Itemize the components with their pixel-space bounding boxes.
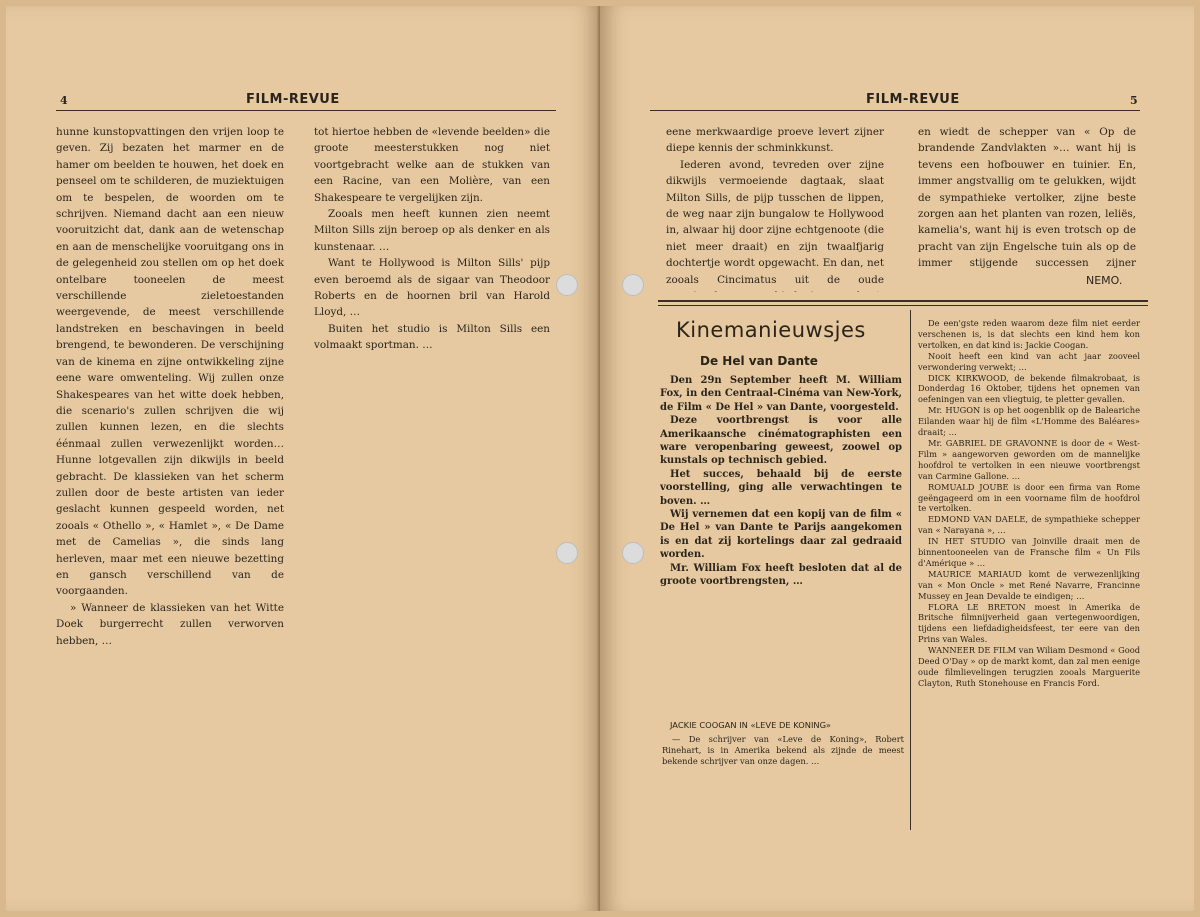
paragraph: eene merkwaardige proeve levert zijner diepe kennis der schminkkunst. — [666, 126, 884, 155]
news-item: Mr. GABRIEL DE GRAVONNE is door de « West-Film » aangeworven geworden om de mannelijke hoofdrol te vertolken in een nieuwe voortbrengst van Carmine Gallone. … — [918, 437, 1140, 481]
left-column-1 — [56, 124, 284, 859]
author-signature: NEMO. — [1086, 274, 1123, 287]
right-column-2 — [918, 124, 1136, 274]
news-item: WANNEER DE FILM van Wiliam Desmond « Good Deed O'Day » op de markt komt, dan zal men eenige oude filmlievelingen terugzien zooals Marguerite Clayton, Ruth Stonehouse en Francis Ford. — [918, 645, 1140, 688]
hel-van-dante-article — [660, 374, 902, 716]
running-title: FILM-REVUE — [866, 92, 960, 107]
paragraph: Zooals men heeft kunnen zien neemt Milton Sills zijn beroep op als denker en als kunstenaar. … — [314, 208, 550, 253]
news-item: DICK KIRKWOOD, de bekende filmakrobaat, is Donderdag 16 Oktober, tijdens het opnemen van oefeningen van een vliegtuig, te pletter gevallen. — [918, 372, 1140, 405]
section-title: Kinemanieuwsjes — [676, 318, 866, 342]
header-rule — [650, 110, 1140, 111]
paragraph: Iederen avond, tevreden over zijne dikwijls vermoeiende dagtaak, slaat Milton Sills, de pijp tusschen de lippen, de weg naar zijn bungalow te Hollywood in, alwaar hij door zijne echtgenoote (die niet meer draait) en zijn twaalfjarig dochtertje wordt opgewacht. En dan, net zooals Cincimatus uit de oude — [666, 158, 884, 286]
paragraph: Deze voortbrengst is voor alle Amerikaansche cinématographisten een ware veropenbaring geweest, zoowel op kunstals op technisch gebied. — [660, 415, 902, 467]
header-rule — [56, 110, 556, 111]
paragraph: Den 29n September heeft M. William Fox, in den Centraal-Cinéma van New-York, de Film « De Hel » van Dante, voorgesteld. — [660, 375, 902, 413]
left-page — [6, 6, 600, 911]
right-page — [600, 6, 1194, 911]
punch-hole — [622, 542, 644, 564]
left-column-2 — [314, 124, 550, 859]
paragraph: Buiten het studio is Milton Sills een volmaakt sportman. … — [314, 322, 550, 352]
page-number: 5 — [1130, 94, 1138, 107]
news-item: EDMOND VAN DAELE, de sympathieke schepper van « Narayana », … — [918, 514, 1140, 536]
paragraph: en wiedt de schepper van « Op de brandende Zandvlakten »… want hij is tevens een hofbouwer en tuinier. En, immer angstvallig om te gelukken, wijdt de sympathieke vertolker, zijne beste zorgen aan het planten van rozen, leliës, kamelia's, want hij is even trotsch op de pracht van zijn Engelsche tuin als op de immer stijgende successen zijner — [918, 126, 1136, 270]
paragraph: tot hiertoe hebben de «levende beelden» die groote meesterstukken nog niet voortgebracht welke aan de stukken van een Racine, van een Molière, van een Shakespeare te vergelijken zijn. — [314, 126, 550, 204]
running-title: FILM-REVUE — [246, 92, 340, 107]
section-subtitle: De Hel van Dante — [700, 354, 818, 368]
punch-hole — [622, 274, 644, 296]
section-rule — [658, 305, 1148, 306]
coogan-note — [662, 734, 904, 834]
news-item: FLORA LE BRETON moest in Amerika de Britsche filmnijverheid gaan vertegenwoordigen, tijdens een liefdadigheidsfeest, ter eere van den Prins van Wales. — [918, 601, 1140, 645]
note-heading: JACKIE COOGAN IN «LEVE DE KONING» — [670, 720, 831, 730]
paragraph: Wij vernemen dat een kopij van de film « De Hel » van Dante te Parijs aangekomen is en dat zij kortelings daar zal gedraaid worden. — [660, 509, 902, 561]
news-item: MAURICE MARIAUD komt de verwezenlijking van « Mon Oncle » met René Navarre, Francinne Mussey en Jean Devalde te eindigen; … — [918, 568, 1140, 601]
column-divider — [910, 310, 911, 830]
paragraph: » Wanneer de klassieken van het Witte Doek burgerrecht zullen verworven hebben, … — [56, 601, 284, 647]
news-item: IN HET STUDIO van Joinville draait men de binnentooneelen van de Fransche film « Un Fils d'Amérique » … — [918, 536, 1140, 568]
paragraph: — De schrijver van «Leve de Koning», Robert Rinehart, is in Amerika bekend als zijnde de meest bekende schrijver van onze dagen. … — [662, 734, 904, 766]
news-item: De een'gste reden waarom deze film niet eerder verschenen is, is dat slechts een kind hem kon vertolken, en dat kind is: Jackie Coogan. — [918, 318, 1140, 350]
page-number: 4 — [60, 94, 68, 107]
news-column — [918, 318, 1140, 838]
news-item: ROMUALD JOUBE is door een firma van Rome geëngageerd om in een voorname film de hoofdrol te vertolken. — [918, 481, 1140, 514]
punch-hole — [556, 274, 578, 296]
right-column-1 — [666, 124, 884, 292]
news-item: Mr. HUGON is op het oogenblik op de Baleariche Eilanden waar hij de film «L'Homme des Baléares» draait; … — [918, 405, 1140, 438]
section-rule — [658, 300, 1148, 302]
punch-hole — [556, 542, 578, 564]
paragraph: Het succes, behaald bij de eerste voorstelling, ging alle verwachtingen te boven. … — [660, 468, 902, 507]
paragraph: Mr. William Fox heeft besloten dat al de groote voortbrengsten, … — [660, 562, 902, 588]
news-item: Nooit heeft een kind van acht jaar zooveel verwondering verwekt; … — [918, 350, 1140, 372]
paragraph: Want te Hollywood is Milton Sills' pijp even beroemd als de sigaar van Theodoor Roberts en de hoornen bril van Harold Lloyd, … — [314, 257, 550, 319]
paragraph: hunne kunstopvattingen den vrijen loop te geven. Zij bezaten het marmer en de hamer om beelden te houwen, het doek en penseel om te schilderen, de muziektuigen om te bespelen, de woorden om te schrijven. Niemand dacht aan een nieuw vooruitzicht dat, dank aan de wetenschap en aan de menschelijke vooruitgang ons in de gelegenheid zou stellen om op het doek ontelbare tooneelen de meest verschillende zieletoestanden weergevende, de meest verschillende landstreken en beschavingen in beeld brengend, te bewonderen. De verschijning van de kinema en zijne ontwikkeling zijne eene ware omwenteling. Wij zullen onze Shakespeares van het witte doek hebben, die scenario's zullen schrijven die wij zullen kunnen lezen, en die slechts éénmaal zullen verwezenlijkt worden… Hunne lotgevallen zijn dikwijls in beeld gebracht. De klassieken van het scherm zullen door de beste artisten van ieder geslacht kunnen gespeeld worden, net zooals « Othello », « Hamlet », « De Dame met de Camelias », die sinds lang herleven, maar met een nieuwe bezetting en gansch verschillend van de voorgaanden. — [56, 126, 284, 598]
